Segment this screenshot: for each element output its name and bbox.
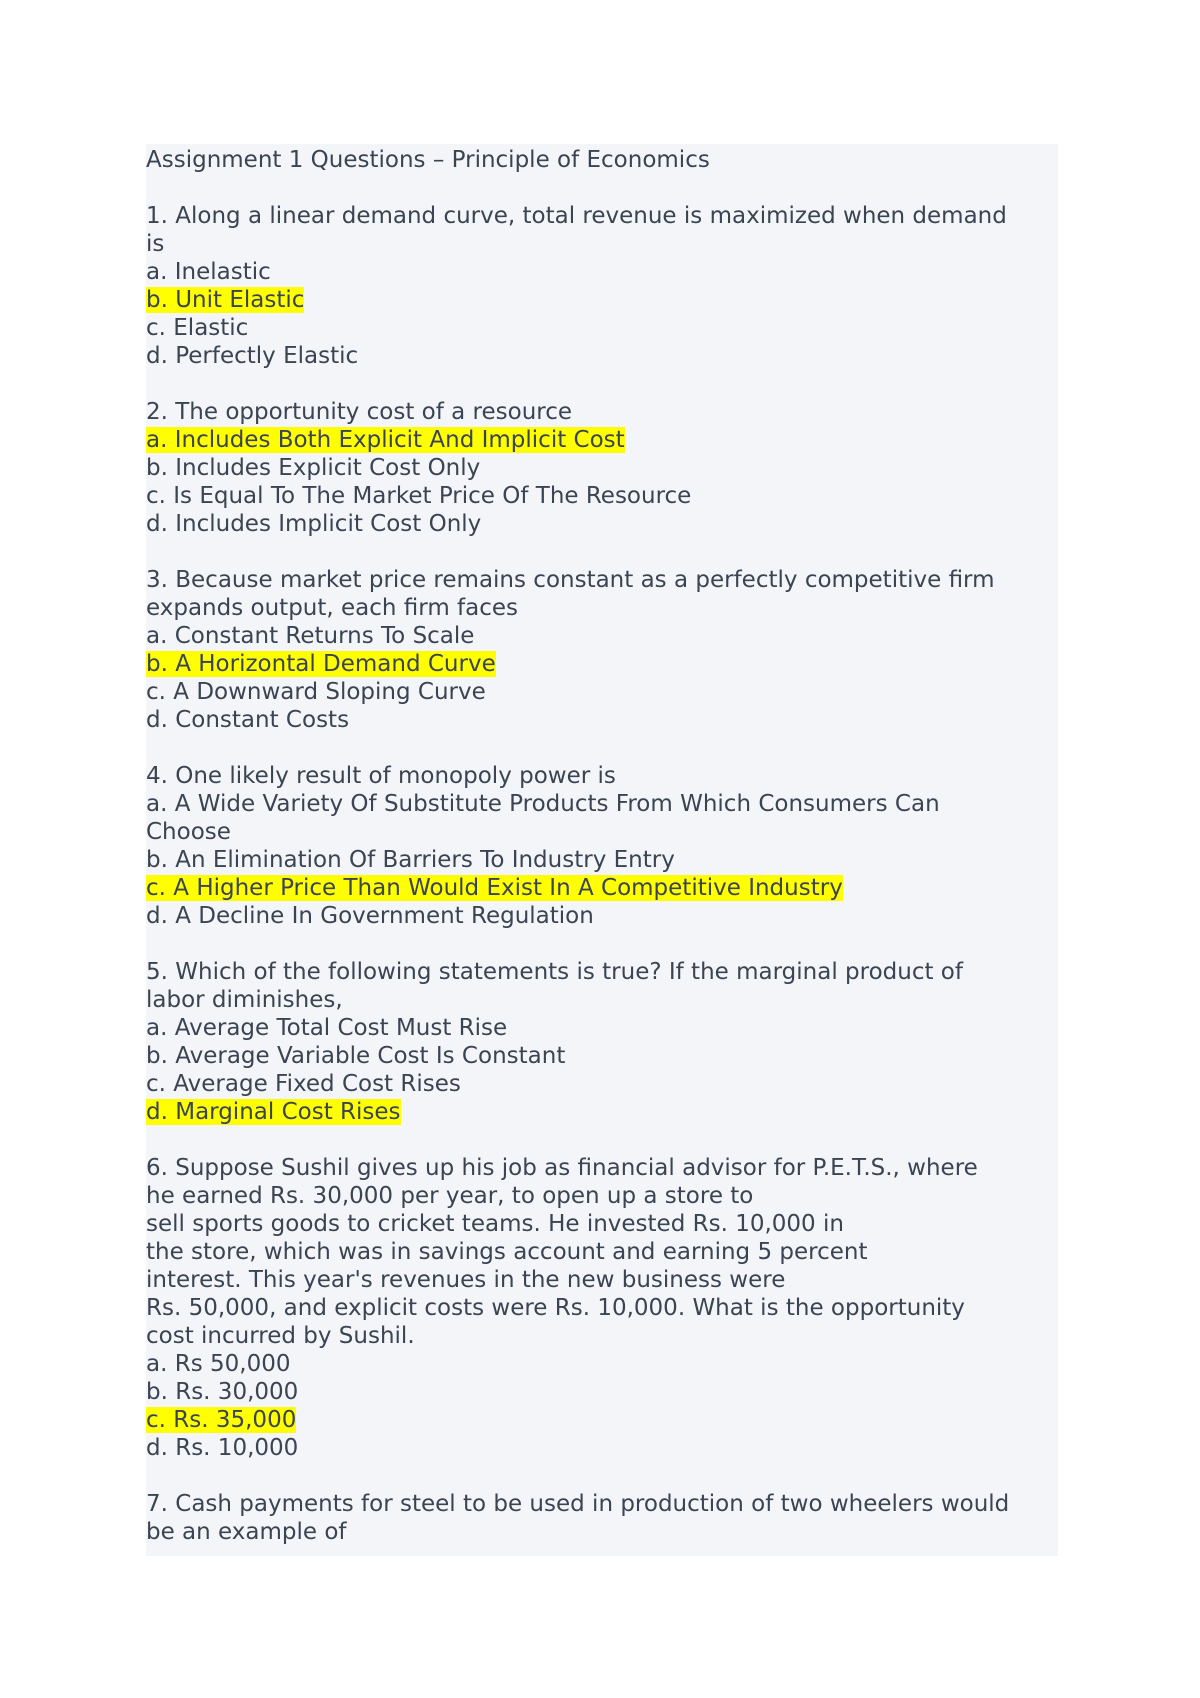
question-text-line: 6. Suppose Sushil gives up his job as financial advisor for P.E.T.S., where [146, 1155, 978, 1181]
answer-option [146, 482, 1058, 510]
question-block [146, 202, 1058, 370]
question-text-line: he earned Rs. 30,000 per year, to open up a store to [146, 1183, 754, 1209]
answer-option-label: b. Rs. 30,000 [146, 1379, 299, 1405]
answer-option-label: a. Includes Both Explicit And Implicit Cost [146, 427, 625, 453]
answer-option-highlighted [146, 874, 1058, 902]
answer-option-highlighted [146, 426, 1058, 454]
answer-option-label: c. Average Fixed Cost Rises [146, 1071, 461, 1097]
answer-option-label: c. Is Equal To The Market Price Of The Resource [146, 483, 692, 509]
answer-option-label: c. Elastic [146, 315, 249, 341]
answer-option-highlighted [146, 1406, 1058, 1434]
answer-option-label: d. A Decline In Government Regulation [146, 903, 594, 929]
question-text-line: 1. Along a linear demand curve, total revenue is maximized when demand [146, 203, 1007, 229]
answer-option-highlighted [146, 1098, 1058, 1126]
question-text-line: Rs. 50,000, and explicit costs were Rs. 10,000. What is the opportunity [146, 1295, 965, 1321]
answer-option [146, 510, 1058, 538]
question-text-line: 2. The opportunity cost of a resource [146, 399, 573, 425]
answer-option-label: b. Unit Elastic [146, 287, 305, 313]
answer-option [146, 790, 1058, 846]
answer-option-label: a. Average Total Cost Must Rise [146, 1015, 508, 1041]
answer-option-label: d. Rs. 10,000 [146, 1435, 299, 1461]
question-block [146, 958, 1058, 1126]
question-block [146, 762, 1058, 930]
answer-option-label: a. Inelastic [146, 259, 271, 285]
answer-option [146, 622, 1058, 650]
question-list [146, 202, 1058, 1546]
answer-option [146, 1014, 1058, 1042]
question-text-line: cost incurred by Sushil. [146, 1323, 415, 1349]
question-text-line: is [146, 231, 165, 257]
answer-option [146, 1070, 1058, 1098]
answer-option [146, 846, 1058, 874]
answer-option [146, 1434, 1058, 1462]
answer-option-label: c. A Downward Sloping Curve [146, 679, 486, 705]
question-text-line: the store, which was in savings account and earning 5 percent [146, 1239, 868, 1265]
answer-option-label: a. Constant Returns To Scale [146, 623, 475, 649]
answer-option [146, 454, 1058, 482]
answer-option-label: d. Marginal Cost Rises [146, 1099, 401, 1125]
question-text-line: labor diminishes, [146, 987, 343, 1013]
answer-option [146, 1378, 1058, 1406]
question-text-line: expands output, each firm faces [146, 595, 519, 621]
answer-option-highlighted [146, 286, 1058, 314]
answer-option-label: d. Constant Costs [146, 707, 350, 733]
answer-option-label: c. A Higher Price Than Would Exist In A Competitive Industry [146, 875, 843, 901]
question-text-line: interest. This year's revenues in the new business were [146, 1267, 786, 1293]
question-text-line: 7. Cash payments for steel to be used in production of two wheelers would [146, 1491, 1010, 1517]
question-block [146, 1490, 1058, 1546]
answer-option-label: b. Includes Explicit Cost Only [146, 455, 481, 481]
question-text-line: be an example of [146, 1519, 347, 1545]
question-text-line: sell sports goods to cricket teams. He invested Rs. 10,000 in [146, 1211, 844, 1237]
answer-option [146, 258, 1058, 286]
question-text-line: 3. Because market price remains constant as a perfectly competitive firm [146, 567, 995, 593]
document-page [146, 144, 1058, 1556]
answer-option-label: b. Average Variable Cost Is Constant [146, 1043, 566, 1069]
answer-option [146, 706, 1058, 734]
question-block [146, 398, 1058, 538]
answer-option [146, 1042, 1058, 1070]
answer-option [146, 902, 1058, 930]
question-block [146, 1154, 1058, 1462]
answer-option-label: a. A Wide Variety Of Substitute Products From Which Consumers Can Choose [146, 791, 940, 845]
answer-option [146, 314, 1058, 342]
answer-option-label: c. Rs. 35,000 [146, 1407, 297, 1433]
document-title: Assignment 1 Questions – Principle of Economics [146, 147, 710, 173]
answer-option [146, 1350, 1058, 1378]
answer-option [146, 342, 1058, 370]
answer-option-label: d. Perfectly Elastic [146, 343, 359, 369]
answer-option-label: b. An Elimination Of Barriers To Industry Entry [146, 847, 675, 873]
answer-option-highlighted [146, 650, 1058, 678]
answer-option [146, 678, 1058, 706]
question-text-line: 4. One likely result of monopoly power is [146, 763, 616, 789]
question-block [146, 566, 1058, 734]
answer-option-label: a. Rs 50,000 [146, 1351, 291, 1377]
answer-option-label: d. Includes Implicit Cost Only [146, 511, 482, 537]
question-text-line: 5. Which of the following statements is true? If the marginal product of [146, 959, 963, 985]
answer-option-label: b. A Horizontal Demand Curve [146, 651, 496, 677]
